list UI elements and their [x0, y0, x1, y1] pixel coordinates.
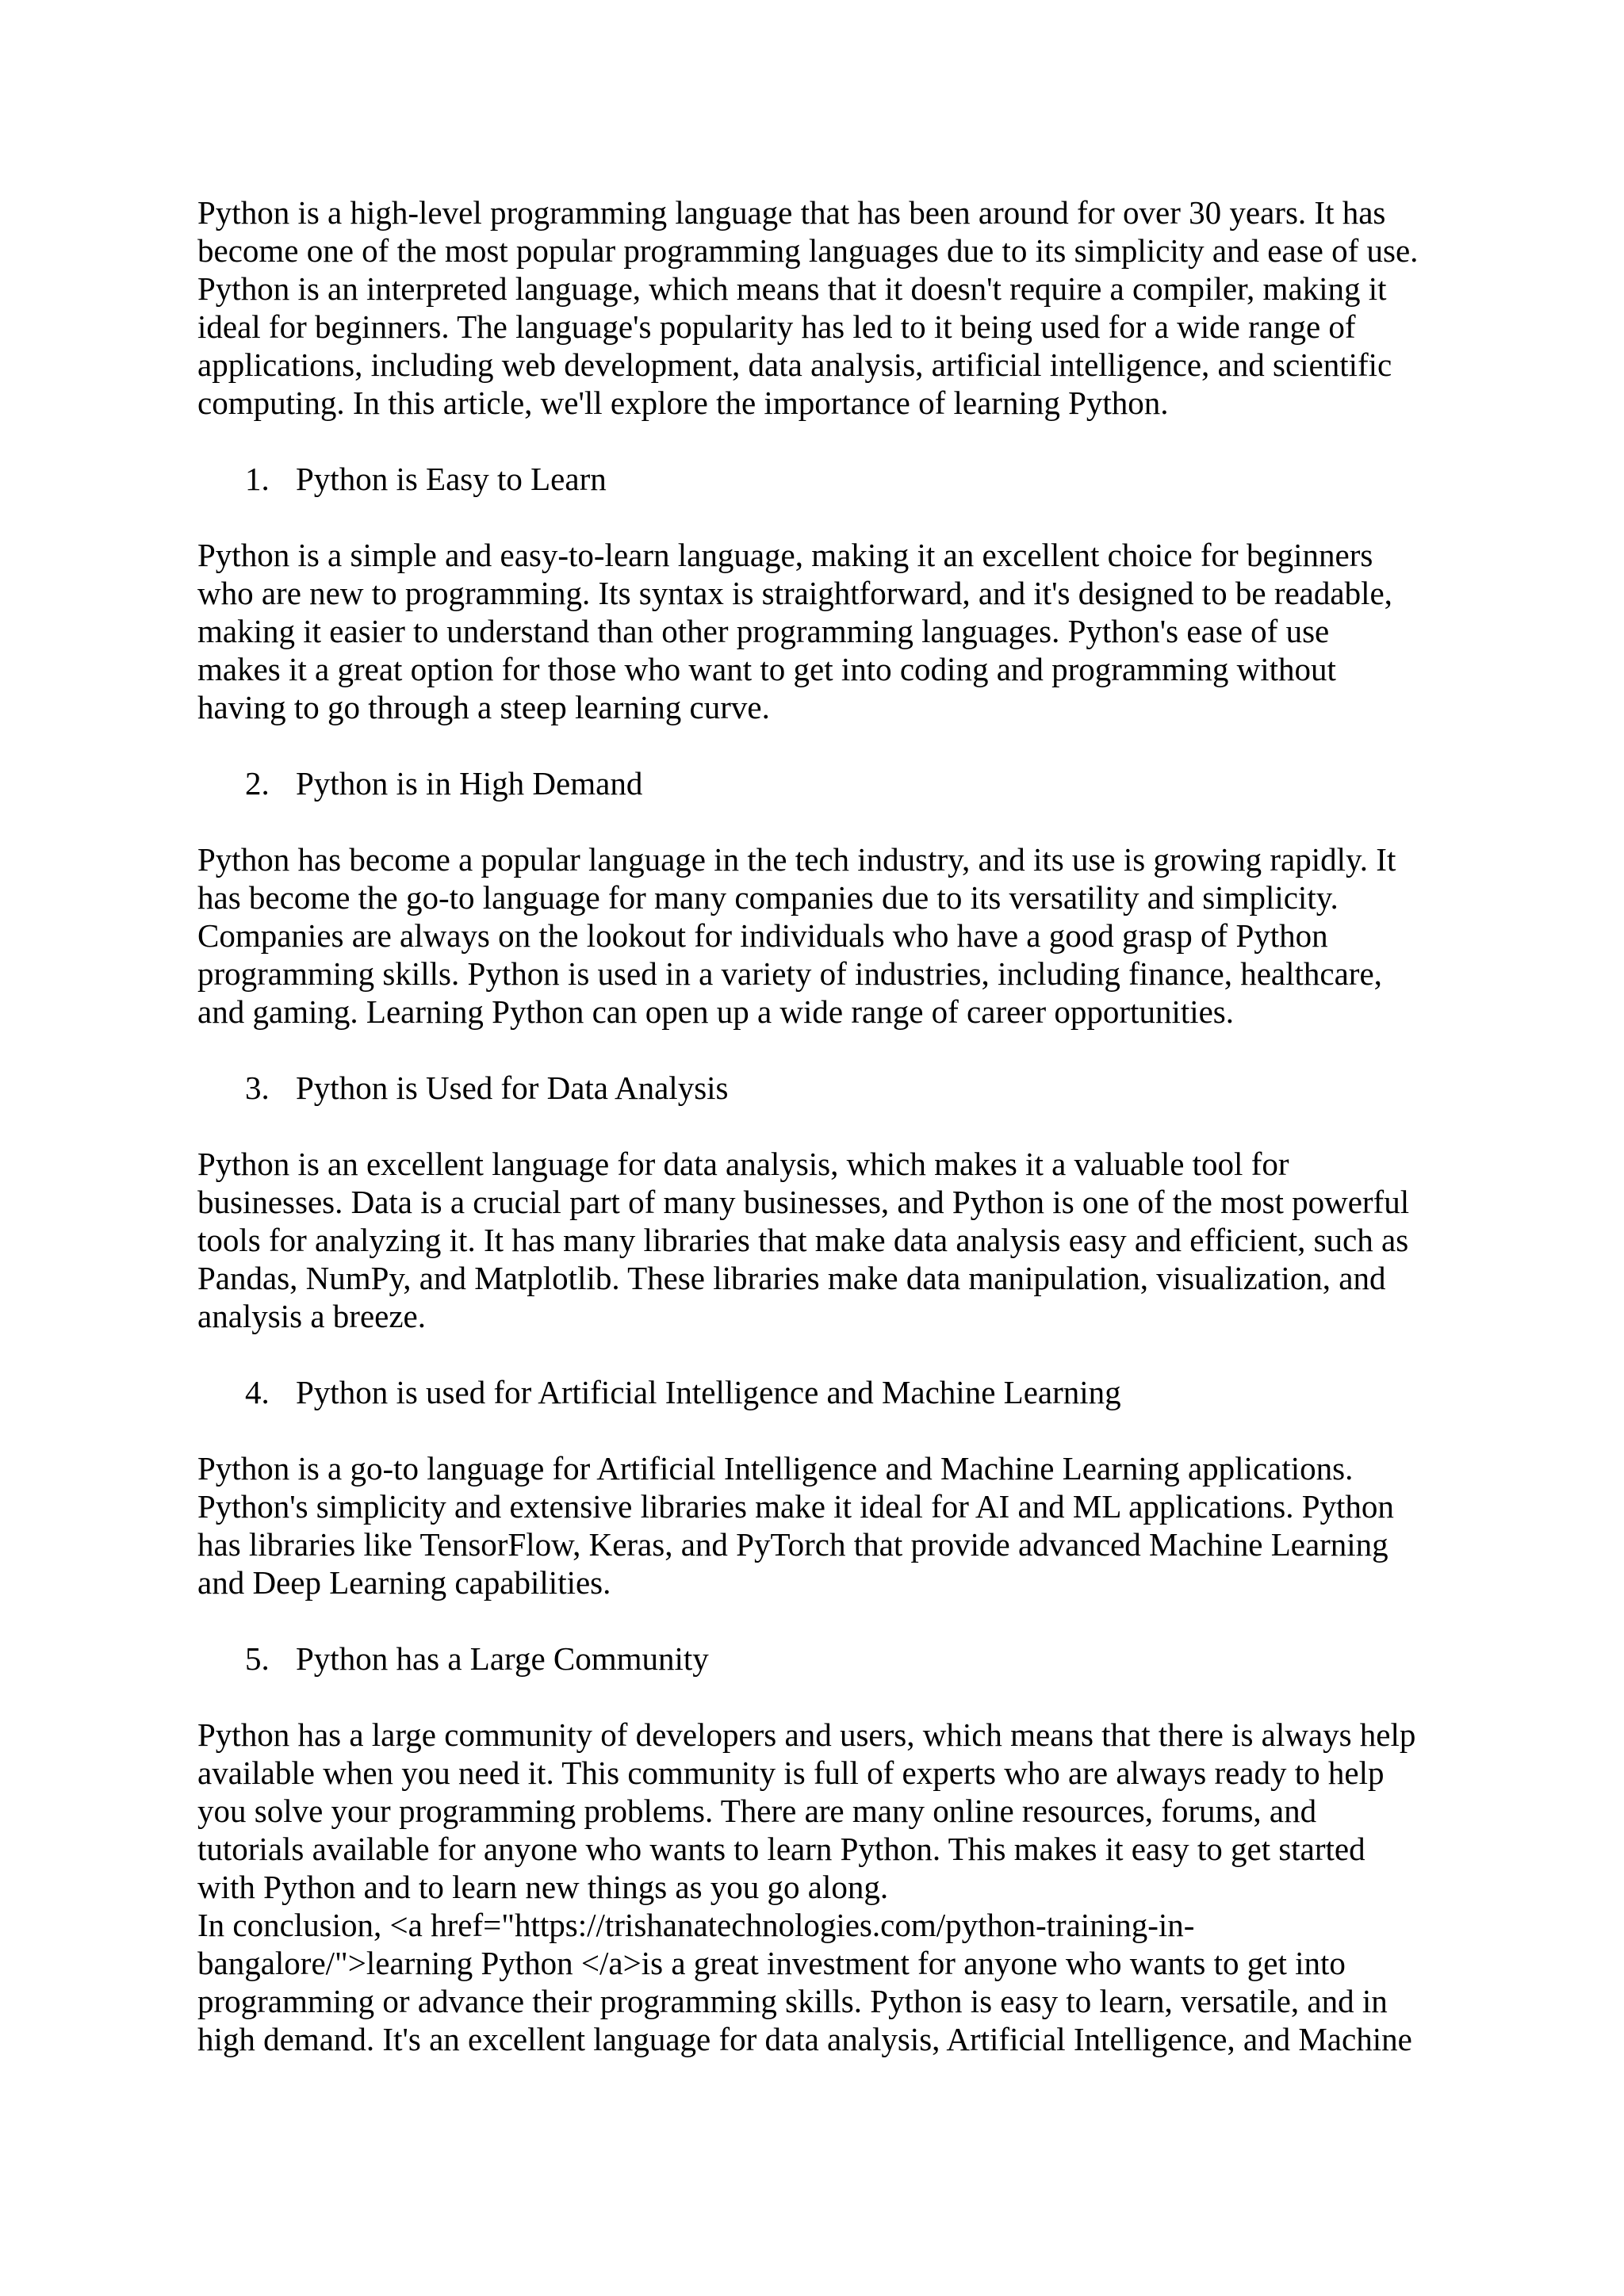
text-line: with Python and to learn new things as you go along.: [197, 1869, 889, 1905]
text-line: and Deep Learning capabilities.: [197, 1564, 611, 1601]
list-number: 1.: [245, 461, 270, 497]
section-paragraph-4: [197, 1449, 1450, 1601]
text-line: Companies are always on the lookout for individuals who have a good grasp of Python: [197, 917, 1328, 954]
section-title: Python has a Large Community: [296, 1640, 709, 1677]
section-title: Python is Easy to Learn: [296, 461, 607, 497]
text-line: has libraries like TensorFlow, Keras, and PyTorch that provide advanced Machine Learning: [197, 1526, 1388, 1563]
text-line: become one of the most popular programming languages due to its simplicity and ease of use.: [197, 232, 1419, 269]
text-line: businesses. Data is a crucial part of many businesses, and Python is one of the most powerful: [197, 1184, 1410, 1220]
list-number: 2.: [245, 765, 270, 802]
text-line: Pandas, NumPy, and Matplotlib. These libraries make data manipulation, visualization, and: [197, 1260, 1386, 1296]
section-heading-3: [197, 1069, 1450, 1107]
text-line: having to go through a steep learning curve.: [197, 689, 770, 725]
section-title: Python is used for Artificial Intelligence and Machine Learning: [296, 1374, 1121, 1410]
text-line: high demand. It's an excellent language for data analysis, Artificial Intelligence, and Machine: [197, 2021, 1412, 2057]
text-line: Python is an excellent language for data analysis, which makes it a valuable tool for: [197, 1146, 1289, 1182]
section-paragraph-1: [197, 536, 1450, 726]
list-number: 3.: [245, 1070, 270, 1106]
section-heading-5: [197, 1640, 1450, 1678]
conclusion-paragraph: [197, 1906, 1450, 2058]
text-line: has become the go-to language for many companies due to its versatility and simplicity.: [197, 879, 1339, 916]
section-heading-2: [197, 764, 1450, 802]
text-line: available when you need it. This community is full of experts who are always ready to help: [197, 1755, 1385, 1791]
text-line: bangalore/">learning Python </a>is a great investment for anyone who wants to get into: [197, 1945, 1346, 1981]
paragraph-gap: [197, 802, 1450, 840]
section-paragraph-3: [197, 1145, 1450, 1335]
paragraph-gap: [197, 422, 1450, 460]
paragraph-gap: [197, 1335, 1450, 1373]
paragraph-gap: [197, 1601, 1450, 1640]
text-line: applications, including web development, data analysis, artificial intelligence, and scientific: [197, 346, 1392, 383]
text-line: making it easier to understand than other programming languages. Python's ease of use: [197, 613, 1330, 649]
paragraph-gap: [197, 1678, 1450, 1716]
section-heading-4: [197, 1373, 1450, 1411]
section-paragraph-5: [197, 1716, 1450, 1906]
text-line: Python is a high-level programming language that has been around for over 30 years. It has: [197, 194, 1386, 231]
paragraph-gap: [197, 498, 1450, 536]
text-line: you solve your programming problems. There are many online resources, forums, and: [197, 1793, 1317, 1829]
section-title: Python is in High Demand: [296, 765, 643, 802]
text-line: Python's simplicity and extensive libraries make it ideal for AI and ML applications. Python: [197, 1488, 1394, 1525]
paragraph-gap: [197, 1411, 1450, 1449]
paragraph-gap: [197, 1107, 1450, 1145]
text-line: computing. In this article, we'll explore the importance of learning Python.: [197, 385, 1169, 421]
text-line: Python is a simple and easy-to-learn language, making it an excellent choice for beginners: [197, 537, 1373, 573]
text-line: analysis a breeze.: [197, 1298, 426, 1334]
section-title: Python is Used for Data Analysis: [296, 1070, 729, 1106]
text-line: Python has a large community of developers and users, which means that there is always help: [197, 1716, 1416, 1753]
text-line: who are new to programming. Its syntax is straightforward, and it's designed to be readable,: [197, 575, 1392, 611]
text-line: In conclusion, <a href="https://trishanatechnologies.com/python-training-in-: [197, 1907, 1195, 1943]
intro-paragraph: [197, 193, 1450, 422]
section-paragraph-2: [197, 840, 1450, 1031]
list-number: 4.: [245, 1374, 270, 1410]
document-body: [197, 193, 1450, 2058]
text-line: Python is an interpreted language, which means that it doesn't require a compiler, making it: [197, 270, 1387, 307]
paragraph-gap: [197, 726, 1450, 764]
text-line: Python is a go-to language for Artificial Intelligence and Machine Learning applications.: [197, 1450, 1354, 1487]
text-line: Python has become a popular language in the tech industry, and its use is growing rapidly. It: [197, 841, 1396, 878]
list-number: 5.: [245, 1640, 270, 1677]
section-heading-1: [197, 460, 1450, 498]
text-line: and gaming. Learning Python can open up a wide range of career opportunities.: [197, 993, 1235, 1030]
text-line: programming or advance their programming skills. Python is easy to learn, versatile, and in: [197, 1983, 1388, 2019]
text-line: tutorials available for anyone who wants to learn Python. This makes it easy to get started: [197, 1831, 1365, 1867]
paragraph-gap: [197, 1031, 1450, 1069]
text-line: tools for analyzing it. It has many libraries that make data analysis easy and efficient, such as: [197, 1222, 1409, 1258]
text-line: makes it a great option for those who want to get into coding and programming without: [197, 651, 1336, 687]
text-line: ideal for beginners. The language's popularity has led to it being used for a wide range of: [197, 308, 1356, 345]
text-line: programming skills. Python is used in a variety of industries, including finance, healthcare,: [197, 955, 1382, 992]
